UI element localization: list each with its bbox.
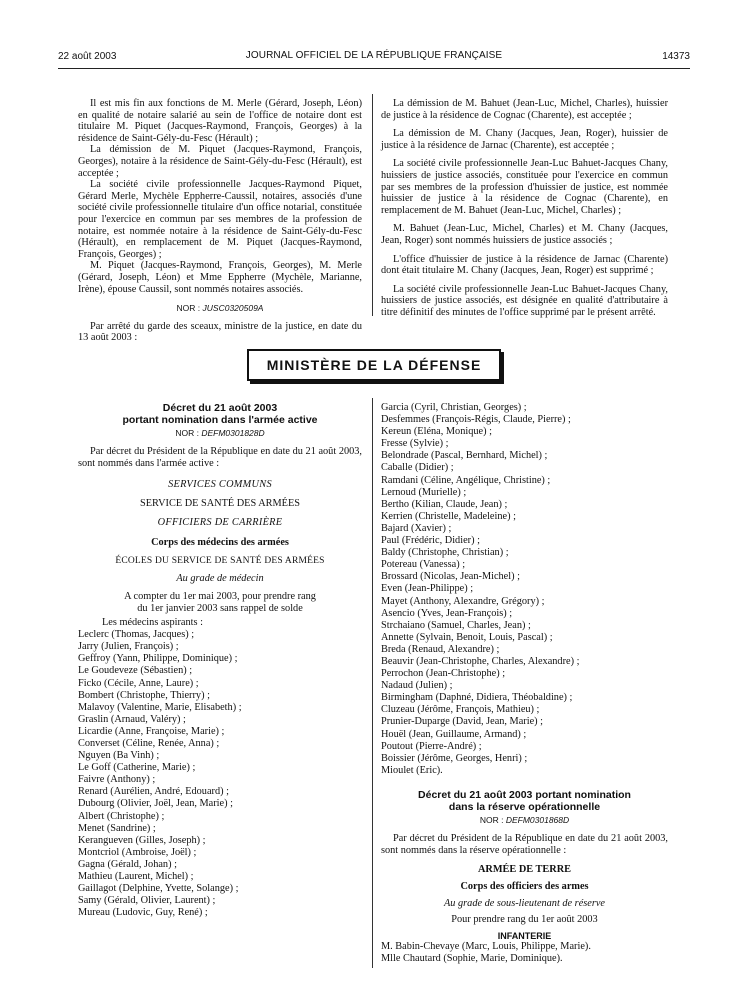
list-item: Le Goudeveze (Sébastien) ; — [78, 665, 193, 677]
corps-heading: Corps des médecins des armées — [151, 536, 289, 548]
list-item: Paul (Frédéric, Didier) ; — [381, 535, 480, 547]
nor-reference — [78, 427, 362, 439]
names-list-right — [381, 402, 668, 777]
paragraph: M. Bahuet (Jean-Luc, Michel, Charles) et M. Chany (Jacques, Jean, Roger) sont nommés huissiers de justice associés ; — [381, 223, 668, 246]
decret-intro: Par décret du Président de la République en date du 21 août 2003, sont nommés dans la réserve opérationnelle : — [381, 833, 668, 857]
paragraph: La société civile professionnelle Jean-Luc Bahuet-Jacques Chany, huissiers de justice associés, constituée pour l'exercice en commun par ses membres de la profession d'huissier de justice, est nommée huissier de justice à la résidence de Cognac (Charente), en remplacement de M. Bahuet (Jean-Luc, Michel, Charles) ; — [381, 158, 668, 216]
list-item: Kerangueven (Gilles, Joseph) ; — [78, 834, 206, 846]
list-item: Mayet (Anthony, Alexandre, Grégory) ; — [381, 595, 545, 607]
list-item: Graslin (Arnaud, Valéry) ; — [78, 713, 186, 725]
list-item: Converset (Céline, Renée, Anna) ; — [78, 737, 220, 749]
date-condition: du 1er janvier 2003 sans rappel de solde — [137, 602, 303, 614]
list-item: Strchaiano (Samuel, Charles, Jean) ; — [381, 619, 531, 631]
list-item: Boissier (Jérôme, Georges, Henri) ; — [381, 752, 528, 764]
top-left-column — [78, 98, 362, 344]
list-item: Bertho (Kilian, Claude, Jean) ; — [381, 498, 508, 510]
list-item: Mureau (Ludovic, Guy, René) ; — [78, 907, 208, 919]
list-item: Beauvir (Jean-Christophe, Charles, Alexandre) ; — [381, 655, 580, 667]
date-condition: Pour prendre rang du 1er août 2003 — [451, 914, 598, 926]
bottom-left-column — [78, 402, 362, 919]
section-heading: ARMÉE DE TERRE — [477, 864, 572, 876]
list-item: Prunier-Duparge (David, Jean, Marie) ; — [381, 716, 544, 728]
decret-title: Décret du 21 août 2003 portant nomination — [418, 788, 631, 801]
decret-subtitle: portant nomination dans l'armée active — [122, 414, 318, 426]
nor-reference — [381, 814, 668, 826]
aspirants-label: Les médecins aspirants : — [102, 617, 203, 629]
list-item: Annette (Sylvain, Benoit, Louis, Pascal) ; — [381, 631, 553, 643]
list-item: Caballe (Didier) ; — [381, 462, 454, 474]
grade-heading: Au grade de sous-lieutenant de réserve — [444, 898, 605, 910]
list-item: Mlle Chautard (Sophie, Marie, Dominique). — [381, 952, 563, 964]
list-item: Ramdani (Céline, Angélique, Christine) ; — [381, 474, 551, 486]
header-title: JOURNAL OFFICIEL DE LA RÉPUBLIQUE FRANÇAISE — [245, 50, 503, 61]
list-item: Gagna (Gérald, Johan) ; — [78, 858, 177, 870]
list-item: Renard (Aurélien, André, Edouard) ; — [78, 786, 229, 798]
nor-code: DEFM0301868D — [505, 814, 570, 825]
paragraph: M. Piquet (Jacques-Raymond, François, Georges), M. Merle (Gérard, Joseph, Léon) et Mme Eppherre (Mychèle, Marianne, Irène), épouse Caussil, sont nommés notaires associés. — [78, 260, 362, 295]
list-item: Garcia (Cyril, Christian, Georges) ; — [381, 402, 527, 413]
list-item: Breda (Renaud, Alexandre) ; — [381, 643, 500, 655]
top-right-column — [381, 98, 668, 319]
decret-reserve — [381, 789, 668, 965]
nor-reference — [78, 303, 362, 315]
decret-title: Décret du 21 août 2003 — [162, 402, 278, 414]
header-date: 22 août 2003 — [58, 51, 117, 62]
list-item: Asencio (Yves, Jean-François) ; — [381, 607, 513, 619]
list-item: Nadaud (Julien) ; — [381, 680, 453, 692]
list-item: Menet (Sandrine) ; — [78, 822, 156, 834]
list-item: Licardie (Anne, Françoise, Marie) ; — [78, 725, 225, 737]
column-divider — [372, 94, 373, 316]
list-item: Belondrade (Pascal, Bernhard, Michel) ; — [381, 450, 548, 462]
header-rule — [58, 68, 690, 69]
paragraph: La société civile professionnelle Jacques-Raymond Piquet, Gérard Merle, Mychèle Eppherre-Caussil, notaires, associés d'une société civile professionnelle titulaire d'un office notarial, constituée pour l'exercice en commun par ses membres de la profession de notaire, est nommée notaire à la résidence de Saint-Gély-du-Fesc (Hérault), en remplacement de M. Piquet (Jacques-Raymond, François, Georges) ; — [78, 179, 362, 260]
nor-code: JUSC0320509A — [202, 303, 264, 314]
paragraph: La société civile professionnelle Jean-Luc Bahuet-Jacques Chany, huissiers de justice associés, est désignée en qualité d'attributaire à titre définitif des minutes de l'office supprimé par le présent arrêté. — [381, 283, 668, 318]
list-item: Fresse (Sylvie) ; — [381, 438, 449, 450]
decret-intro: Par décret du Président de la République en date du 21 août 2003, sont nommés dans l'armée active : — [78, 446, 362, 470]
list-item: Desfemmes (François-Régis, Claude, Pierre) ; — [381, 414, 571, 426]
list-item: Houël (Jean, Guillaume, Armand) ; — [381, 728, 527, 740]
list-item: Mathieu (Laurent, Michel) ; — [78, 871, 194, 882]
nor-label: NOR : — [175, 428, 199, 438]
list-item: Nguyen (Ba Vinh) ; — [78, 750, 160, 762]
paragraph: La démission de M. Bahuet (Jean-Luc, Michel, Charles), huissier de justice à la résidence de Cognac (Charente), est acceptée ; — [381, 98, 668, 121]
nor-label: NOR : — [479, 814, 504, 825]
list-item: Montcriol (Ambroise, Joël) ; — [78, 846, 197, 858]
nor-code: DEFM0301828D — [201, 428, 265, 438]
nor-label: NOR : — [176, 303, 201, 314]
date-condition: A compter du 1er mai 2003, pour prendre rang — [124, 590, 316, 602]
list-item: Bombert (Christophe, Thierry) ; — [78, 689, 210, 701]
list-item: Leclerc (Thomas, Jacques) ; — [78, 629, 195, 641]
list-item: Faivre (Anthony) ; — [78, 774, 156, 786]
section-heading: SERVICES COMMUNS — [168, 479, 272, 491]
list-item: Birmingham (Daphné, Didiera, Théobaldine) ; — [381, 692, 573, 704]
list-item: Baldy (Christophe, Christian) ; — [381, 547, 509, 559]
names-list-left — [78, 629, 362, 919]
list-item: Brossard (Nicolas, Jean-Michel) ; — [381, 571, 520, 583]
list-item: Gaillagot (Delphine, Yvette, Solange) ; — [78, 883, 239, 895]
paragraph: La démission de M. Piquet (Jacques-Raymond, François, Georges), notaire à la résidence de Saint-Gély-du-Fesc (Hérault), est acceptée ; — [78, 144, 362, 179]
paragraph: L'office d'huissier de justice à la résidence de Jarnac (Charente) dont était titulaire M. Chany (Jacques, Jean, Roger) est supprimé ; — [381, 253, 668, 277]
list-item: Geffroy (Yann, Philippe, Dominique) ; — [78, 653, 238, 665]
list-item: Samy (Gérald, Olivier, Laurent) ; — [78, 895, 216, 907]
list-item: Ficko (Cécile, Anne, Laure) ; — [78, 677, 199, 689]
list-item: Potereau (Vanessa) ; — [381, 559, 466, 571]
ministry-heading: MINISTÈRE DE LA DÉFENSE — [247, 349, 501, 381]
list-item: Mioulet (Eric). — [381, 764, 443, 776]
corps-heading: Corps des officiers des armes — [460, 881, 589, 893]
column-divider — [372, 398, 373, 968]
paragraph: Par arrêté du garde des sceaux, ministre de la justice, en date du 13 août 2003 : — [78, 320, 362, 344]
list-item: Even (Jean-Philippe) ; — [381, 583, 474, 595]
paragraph: La démission de M. Chany (Jacques, Jean, Roger), huissier de justice à la résidence de Jarnac (Charente), est acceptée ; — [381, 128, 668, 151]
list-item: Malavoy (Valentine, Marie, Elisabeth) ; — [78, 701, 242, 713]
grade-heading: Au grade de médecin — [176, 572, 264, 584]
section-heading: SERVICE DE SANTÉ DES ARMÉES — [140, 498, 300, 510]
header-page-number: 14373 — [662, 51, 690, 62]
list-item: Jarry (Julien, François) ; — [78, 641, 179, 653]
section-heading: OFFICIERS DE CARRIÈRE — [157, 517, 283, 529]
list-item: Bajard (Xavier) ; — [381, 522, 452, 534]
decret-subtitle: dans la réserve opérationnelle — [448, 800, 601, 813]
paragraph: Il est mis fin aux fonctions de M. Merle (Gérard, Joseph, Léon) en qualité de notaire salarié au sein de l'office de notaire dont est titulaire M. Piquet (Jacques-Raymond, François, Georges) à la résidence de Saint-Gély-du-Fesc (Hérault) ; — [78, 98, 362, 144]
branch-heading: INFANTERIE — [497, 930, 552, 941]
list-item: Kerrien (Christelle, Madeleine) ; — [381, 510, 516, 522]
bottom-right-column — [381, 402, 668, 965]
list-item: Poutout (Pierre-André) ; — [381, 740, 482, 752]
list-item: Perrochon (Jean-Christophe) ; — [381, 668, 506, 680]
list-item: Kereun (Eléna, Monique) ; — [381, 426, 492, 438]
list-item: Albert (Christophe) ; — [78, 810, 165, 822]
list-item: Dubourg (Olivier, Joël, Jean, Marie) ; — [78, 798, 233, 810]
list-item: Lernoud (Murielle) ; — [381, 486, 467, 498]
list-item: Cluzeau (Jérôme, François, Mathieu) ; — [381, 704, 540, 716]
list-item: M. Babin-Chevaye (Marc, Louis, Philippe, Marie). — [381, 940, 591, 952]
list-item: Le Goff (Catherine, Marie) ; — [78, 762, 196, 774]
ecoles-heading: ÉCOLES DU SERVICE DE SANTÉ DES ARMÉES — [115, 555, 325, 566]
